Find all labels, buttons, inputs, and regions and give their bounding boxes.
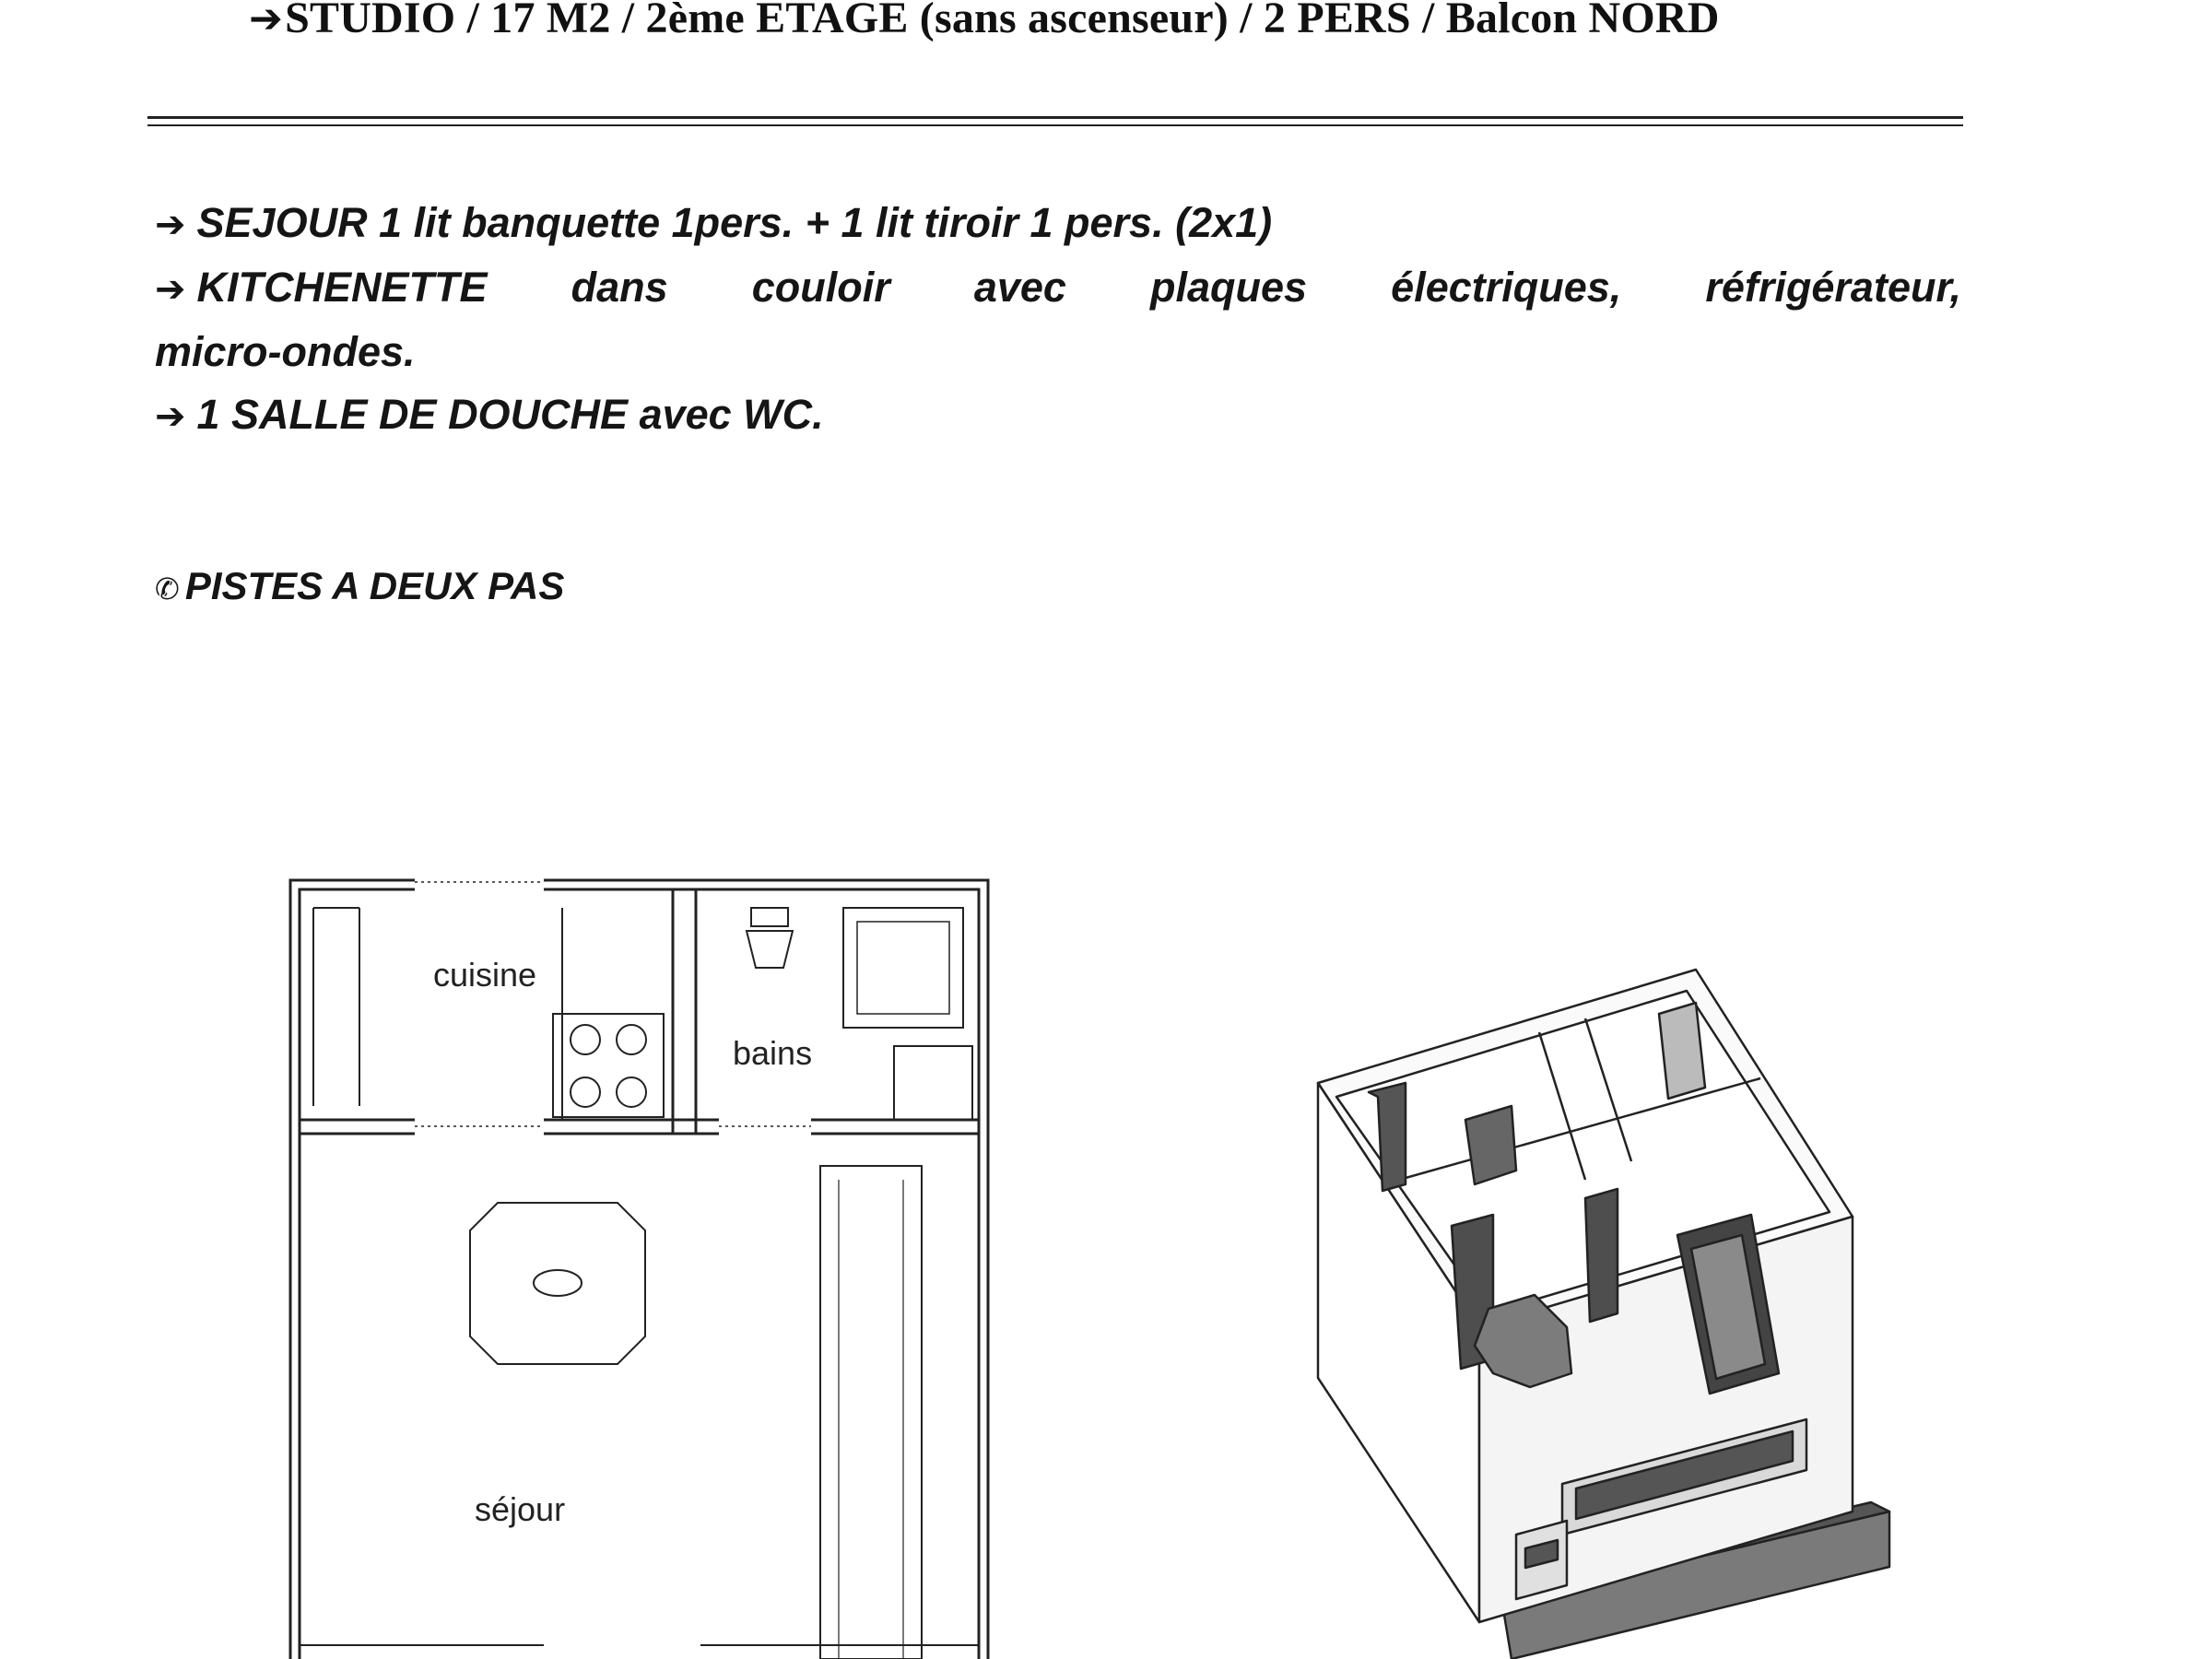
feature-kitchenette-text: KITCHENETTE dans couloir avec plaques électriques, réfrigérateur, — [196, 264, 1961, 311]
plan-wall-left-top — [290, 880, 415, 1659]
ski-icon: ✆ — [155, 571, 180, 606]
feature-kitchenette-cont — [155, 321, 1961, 383]
floor-plan — [267, 876, 1032, 1659]
feature-sejour-text: SEJOUR 1 lit banquette 1pers. + 1 lit tiroir 1 pers. (2x1) — [196, 199, 1273, 246]
feature-kitchenette — [155, 256, 1961, 321]
pistes-note — [155, 564, 564, 608]
listing-header — [249, 0, 1720, 43]
pistes-text: PISTES A DEUX PAS — [184, 564, 565, 607]
isometric-3d-apartment-icon — [1290, 940, 2046, 1659]
feature-sejour — [155, 192, 1961, 256]
label-sejour: séjour — [475, 1490, 566, 1528]
right-arrow-icon: ➔ — [249, 0, 284, 42]
right-arrow-icon: ➔ — [155, 395, 186, 438]
features-list — [155, 192, 1961, 448]
listing-title: STUDIO / 17 M2 / 2ème ETAGE (sans ascenseur) / 2 PERS / Balcon NORD — [285, 0, 1720, 42]
label-cuisine: cuisine — [433, 956, 537, 994]
right-arrow-icon: ➔ — [155, 204, 186, 246]
header-rule-top — [147, 116, 1963, 119]
feature-douche-text: 1 SALLE DE DOUCHE avec WC. — [196, 391, 824, 438]
label-bains: bains — [733, 1034, 813, 1072]
header-rule-bottom — [147, 124, 1963, 126]
right-arrow-icon: ➔ — [155, 268, 186, 311]
feature-kitchenette-text-cont: micro-ondes. — [155, 328, 416, 375]
feature-douche — [155, 383, 1961, 448]
